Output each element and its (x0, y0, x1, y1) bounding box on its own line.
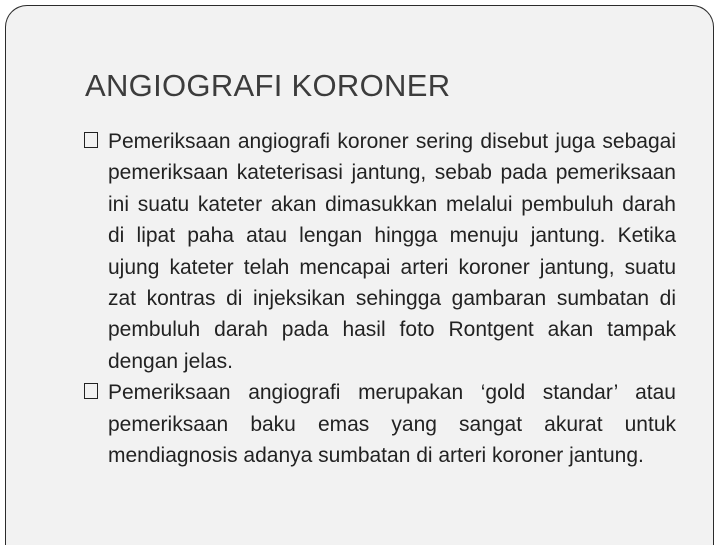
slide-body (84, 126, 676, 471)
bullet-paragraph-1 (84, 126, 676, 377)
slide-frame (5, 5, 714, 545)
bullet-text-1: Pemeriksaan angiografi koroner sering disebut juga sebagai pemeriksaan kateterisasi jantung, sebab pada pemeriksaan ini suatu kateter akan dimasukkan melalui pembuluh darah di lipat paha atau lengan hingga menuju jantung. Ketika ujung kateter telah mencapai arteri koroner jantung, suatu zat kontras di injeksikan sehingga gambaran sumbatan di pembuluh darah pada hasil foto Rontgent akan tampak dengan jelas. (108, 130, 676, 373)
slide-title: ANGIOGRAFI KORONER (85, 68, 451, 103)
missing-glyph-box-icon (84, 132, 98, 148)
bullet-paragraph-2 (84, 377, 676, 471)
bullet-text-2: Pemeriksaan angiografi merupakan ‘gold standar’ atau pemeriksaan baku emas yang sangat akurat untuk mendiagnosis adanya sumbatan di arteri koroner jantung. (108, 381, 676, 468)
missing-glyph-box-icon (84, 383, 98, 399)
